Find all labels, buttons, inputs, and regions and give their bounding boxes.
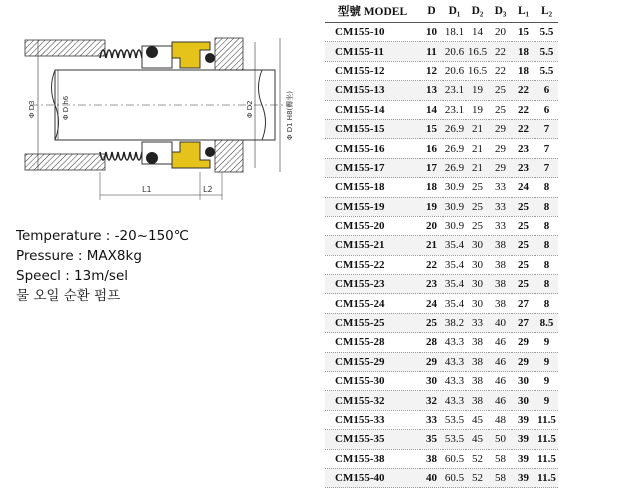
cell-d1: 43.3	[443, 352, 466, 371]
cell-d2: 16.5	[466, 61, 489, 80]
cell-d2: 16.5	[466, 42, 489, 61]
spec-block	[16, 226, 189, 306]
cell-d1: 35.4	[443, 236, 466, 255]
spec-temperature: Temperature : -20~150℃	[16, 228, 189, 244]
cell-l1: 25	[512, 216, 535, 235]
table-row	[325, 468, 558, 487]
cell-l1: 22	[512, 81, 535, 100]
cell-d: 18	[420, 178, 443, 197]
cell-l1: 22	[512, 100, 535, 119]
table-row	[325, 236, 558, 255]
cell-d3: 46	[489, 352, 512, 371]
cell-l2: 5.5	[535, 61, 558, 80]
cell-l2: 6	[535, 100, 558, 119]
cell-d: 32	[420, 391, 443, 410]
cell-d1: 30.9	[443, 197, 466, 216]
cell-d2: 38	[466, 391, 489, 410]
table-row	[325, 119, 558, 138]
cell-l1: 39	[512, 449, 535, 468]
cell-d1: 60.5	[443, 449, 466, 468]
cell-d2: 45	[466, 410, 489, 429]
cell-l1: 25	[512, 255, 535, 274]
cell-l2: 5.5	[535, 42, 558, 61]
cell-l1: 30	[512, 372, 535, 391]
cell-d3: 40	[489, 313, 512, 332]
cell-d3: 46	[489, 333, 512, 352]
cell-l1: 23	[512, 158, 535, 177]
cell-l2: 8	[535, 216, 558, 235]
cell-d3: 38	[489, 255, 512, 274]
table-row	[325, 352, 558, 371]
cell-d3: 25	[489, 100, 512, 119]
table-row	[325, 391, 558, 410]
cell-model: CM155-24	[325, 294, 420, 313]
cell-model: CM155-35	[325, 430, 420, 449]
cell-d: 29	[420, 352, 443, 371]
cell-d: 19	[420, 197, 443, 216]
cell-l1: 29	[512, 333, 535, 352]
cell-l2: 11.5	[535, 468, 558, 487]
cell-l1: 39	[512, 410, 535, 429]
spec-application: 물 오일 순환 펌프	[16, 288, 121, 304]
cell-d3: 46	[489, 372, 512, 391]
cell-d2: 30	[466, 294, 489, 313]
table-row	[325, 197, 558, 216]
cell-l1: 18	[512, 42, 535, 61]
spring-top	[100, 50, 142, 58]
dim-label-l2: L2	[203, 185, 213, 194]
cell-l1: 25	[512, 275, 535, 294]
cell-l1: 27	[512, 294, 535, 313]
cell-d3: 58	[489, 468, 512, 487]
cell-d3: 33	[489, 197, 512, 216]
cell-d: 33	[420, 410, 443, 429]
cell-d2: 25	[466, 178, 489, 197]
cell-d3: 29	[489, 158, 512, 177]
cell-d1: 43.3	[443, 372, 466, 391]
cell-d: 13	[420, 81, 443, 100]
cell-model: CM155-29	[325, 352, 420, 371]
cell-d3: 29	[489, 119, 512, 138]
header-l1: L₁	[512, 0, 535, 23]
cell-d2: 52	[466, 449, 489, 468]
table-row	[325, 294, 558, 313]
cell-l2: 8	[535, 255, 558, 274]
table-row	[325, 42, 558, 61]
cell-d1: 30.9	[443, 178, 466, 197]
cell-d3: 50	[489, 430, 512, 449]
cell-model: CM155-10	[325, 23, 420, 42]
cell-d2: 21	[466, 139, 489, 158]
cell-d1: 26.9	[443, 139, 466, 158]
table-row	[325, 23, 558, 42]
cell-d3: 38	[489, 275, 512, 294]
cell-model: CM155-15	[325, 119, 420, 138]
dim-label-d-h6: Φ D h6	[62, 95, 70, 120]
cell-d: 11	[420, 42, 443, 61]
cell-d1: 43.3	[443, 391, 466, 410]
table-row	[325, 158, 558, 177]
oring-bottom-2	[205, 147, 215, 157]
table-row	[325, 61, 558, 80]
cell-model: CM155-19	[325, 197, 420, 216]
cell-d2: 38	[466, 352, 489, 371]
cell-model: CM155-38	[325, 449, 420, 468]
cell-l1: 24	[512, 178, 535, 197]
cell-l1: 18	[512, 61, 535, 80]
cell-d1: 23.1	[443, 81, 466, 100]
cell-d3: 33	[489, 178, 512, 197]
cell-model: CM155-22	[325, 255, 420, 274]
cell-model: CM155-12	[325, 61, 420, 80]
gland-top	[215, 38, 243, 70]
spring-bottom	[100, 152, 142, 160]
cell-l2: 9	[535, 391, 558, 410]
cell-l2: 8	[535, 236, 558, 255]
cell-d: 25	[420, 313, 443, 332]
header-d2: D₂	[466, 0, 489, 23]
cell-model: CM155-21	[325, 236, 420, 255]
cell-model: CM155-33	[325, 410, 420, 429]
oring-top-2	[205, 53, 215, 63]
cell-d3: 38	[489, 294, 512, 313]
cell-d2: 25	[466, 216, 489, 235]
cell-model: CM155-13	[325, 81, 420, 100]
cell-model: CM155-16	[325, 139, 420, 158]
housing-top	[25, 40, 105, 56]
cell-d1: 35.4	[443, 255, 466, 274]
cell-d1: 23.1	[443, 100, 466, 119]
gland-bottom	[215, 140, 243, 172]
cell-d2: 45	[466, 430, 489, 449]
cell-d1: 53.5	[443, 430, 466, 449]
cell-model: CM155-20	[325, 216, 420, 235]
table-row	[325, 372, 558, 391]
cell-d1: 60.5	[443, 468, 466, 487]
cell-l2: 11.5	[535, 430, 558, 449]
cell-d3: 25	[489, 81, 512, 100]
model-dimension-table	[325, 0, 558, 488]
cell-d: 24	[420, 294, 443, 313]
cell-model: CM155-18	[325, 178, 420, 197]
spec-pressure: Pressure : MAX8kg	[16, 248, 142, 264]
cell-d: 15	[420, 119, 443, 138]
cell-l2: 9	[535, 352, 558, 371]
table-row	[325, 100, 558, 119]
cell-l2: 5.5	[535, 23, 558, 42]
oring-top-1	[146, 46, 158, 58]
cell-l1: 25	[512, 236, 535, 255]
cell-d1: 26.9	[443, 119, 466, 138]
cell-l2: 11.5	[535, 449, 558, 468]
cell-l1: 23	[512, 139, 535, 158]
cell-d2: 21	[466, 119, 489, 138]
oring-bottom-1	[146, 152, 158, 164]
cell-d: 21	[420, 236, 443, 255]
dim-label-d2: Φ D2	[246, 100, 254, 118]
table-body	[325, 23, 558, 488]
cell-l2: 8	[535, 197, 558, 216]
seal-cross-section-drawing	[0, 0, 300, 210]
cell-d3: 58	[489, 449, 512, 468]
cell-d1: 20.6	[443, 42, 466, 61]
cell-l2: 8	[535, 275, 558, 294]
cell-d1: 20.6	[443, 61, 466, 80]
cell-d2: 25	[466, 197, 489, 216]
cell-d2: 30	[466, 236, 489, 255]
table-row	[325, 178, 558, 197]
cell-d3: 33	[489, 216, 512, 235]
cell-d: 16	[420, 139, 443, 158]
table-row	[325, 139, 558, 158]
cell-d: 14	[420, 100, 443, 119]
cell-model: CM155-14	[325, 100, 420, 119]
cell-model: CM155-32	[325, 391, 420, 410]
cell-d2: 38	[466, 333, 489, 352]
cell-d1: 38.2	[443, 313, 466, 332]
cell-model: CM155-11	[325, 42, 420, 61]
cell-d: 38	[420, 449, 443, 468]
cell-d: 30	[420, 372, 443, 391]
table-row	[325, 81, 558, 100]
header-d1: D₁	[443, 0, 466, 23]
table-row	[325, 275, 558, 294]
cell-d1: 26.9	[443, 158, 466, 177]
cell-d: 12	[420, 61, 443, 80]
cell-l2: 7	[535, 158, 558, 177]
table-row	[325, 313, 558, 332]
cell-d: 28	[420, 333, 443, 352]
header-d: D	[420, 0, 443, 23]
cell-d1: 35.4	[443, 275, 466, 294]
cell-l2: 7	[535, 139, 558, 158]
cell-model: CM155-25	[325, 313, 420, 332]
cell-l1: 27	[512, 313, 535, 332]
table-row	[325, 430, 558, 449]
cell-d1: 53.5	[443, 410, 466, 429]
cell-d1: 43.3	[443, 333, 466, 352]
cell-d: 10	[420, 23, 443, 42]
cell-d1: 35.4	[443, 294, 466, 313]
cell-l2: 8	[535, 178, 558, 197]
seat-ring-bottom	[172, 142, 210, 168]
table-row	[325, 449, 558, 468]
cell-d2: 30	[466, 275, 489, 294]
cell-d2: 38	[466, 372, 489, 391]
table-row	[325, 333, 558, 352]
dim-label-d1: Φ D1 H8(轉坐)	[286, 91, 294, 140]
cell-l1: 39	[512, 430, 535, 449]
cell-d3: 29	[489, 139, 512, 158]
cell-l1: 22	[512, 119, 535, 138]
seat-ring-top	[172, 42, 210, 68]
table-row	[325, 410, 558, 429]
cell-d2: 33	[466, 313, 489, 332]
cell-d2: 19	[466, 100, 489, 119]
cell-d1: 18.1	[443, 23, 466, 42]
cell-d2: 21	[466, 158, 489, 177]
cell-l2: 8.5	[535, 313, 558, 332]
cell-l2: 9	[535, 372, 558, 391]
cell-model: CM155-28	[325, 333, 420, 352]
cell-l1: 29	[512, 352, 535, 371]
spec-speed: Speecl : 13m/sel	[16, 268, 129, 284]
cell-l1: 25	[512, 197, 535, 216]
cell-l1: 15	[512, 23, 535, 42]
cell-l1: 30	[512, 391, 535, 410]
cell-d3: 22	[489, 61, 512, 80]
header-l2: L₂	[535, 0, 558, 23]
header-d3: D₃	[489, 0, 512, 23]
cell-d3: 48	[489, 410, 512, 429]
cell-l2: 6	[535, 81, 558, 100]
cell-l2: 11.5	[535, 410, 558, 429]
cell-d: 22	[420, 255, 443, 274]
cell-d3: 20	[489, 23, 512, 42]
cell-d3: 22	[489, 42, 512, 61]
cell-d: 17	[420, 158, 443, 177]
cell-d2: 30	[466, 255, 489, 274]
table-header-row	[325, 0, 558, 23]
housing-bottom	[25, 154, 105, 170]
cell-model: CM155-23	[325, 275, 420, 294]
cell-d2: 52	[466, 468, 489, 487]
cell-l1: 39	[512, 468, 535, 487]
cell-d2: 14	[466, 23, 489, 42]
cell-d: 23	[420, 275, 443, 294]
cell-d2: 19	[466, 81, 489, 100]
cell-d3: 38	[489, 236, 512, 255]
cell-l2: 7	[535, 119, 558, 138]
cell-model: CM155-30	[325, 372, 420, 391]
header-model: 型號 MODEL	[325, 0, 420, 23]
table-row	[325, 255, 558, 274]
cell-d: 40	[420, 468, 443, 487]
cell-model: CM155-17	[325, 158, 420, 177]
cell-l2: 8	[535, 294, 558, 313]
table-row	[325, 216, 558, 235]
dim-label-d3: Φ D3	[28, 100, 36, 118]
cell-d1: 30.9	[443, 216, 466, 235]
dim-label-l1: L1	[142, 185, 152, 194]
cell-l2: 9	[535, 333, 558, 352]
cell-model: CM155-40	[325, 468, 420, 487]
cell-d: 20	[420, 216, 443, 235]
cell-d3: 46	[489, 391, 512, 410]
cell-d: 35	[420, 430, 443, 449]
